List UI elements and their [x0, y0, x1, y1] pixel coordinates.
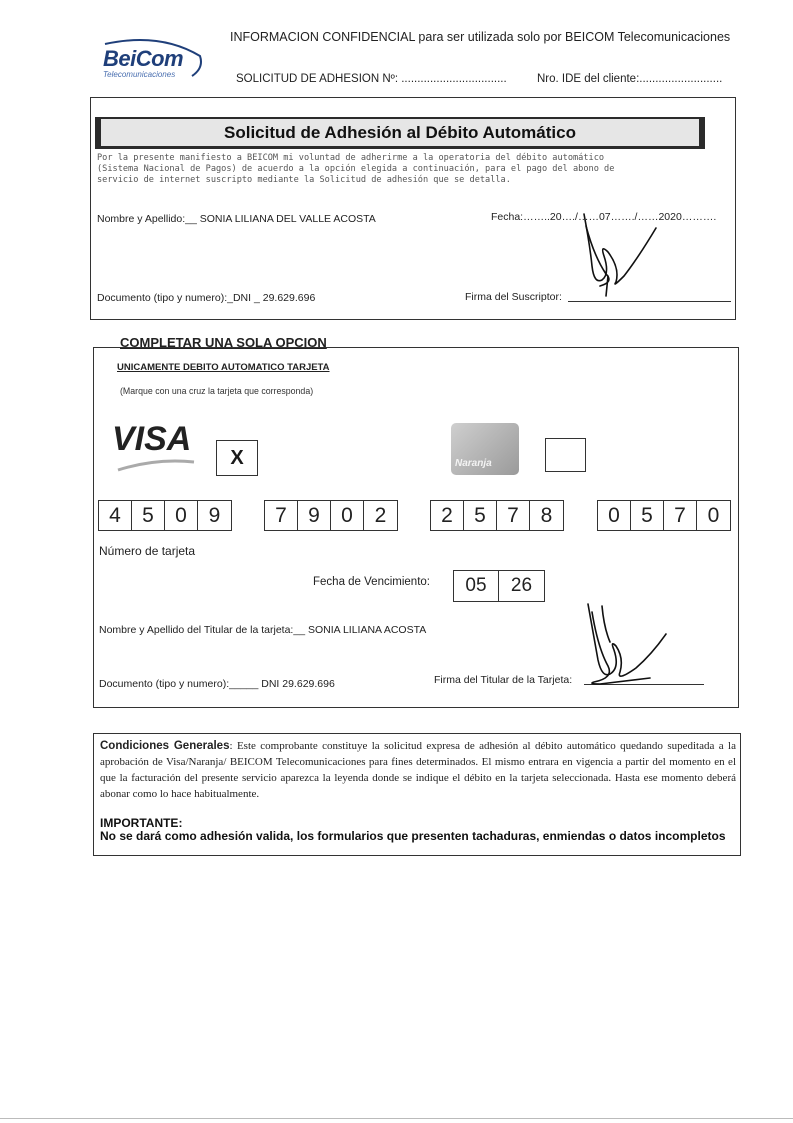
general-conditions	[100, 738, 736, 802]
card-digit: 5	[132, 501, 165, 530]
card-digit: 5	[631, 501, 664, 530]
card-instruction: (Marque con una cruz la tarjeta que corresponda)	[120, 386, 314, 396]
visa-swoosh-icon	[116, 456, 196, 472]
card-digit: 0	[707, 504, 720, 527]
naranja-checkbox[interactable]	[545, 438, 586, 472]
subscriber-document-field: Documento (tipo y numero):_DNI _ 29.629.696	[97, 292, 316, 304]
cardholder-signature-label: Firma del Titular de la Tarjeta:	[434, 674, 573, 686]
card-number-group-1	[98, 500, 232, 531]
expiry-label: Fecha de Vencimiento:	[313, 576, 430, 588]
subscriber-signature-line	[568, 301, 731, 302]
card-digit: 2	[431, 501, 464, 530]
important-text: No se dará como adhesión valida, los formularios que presenten tachaduras, enmiendas o datos incompletos	[100, 829, 726, 843]
card-digit: 0	[598, 501, 631, 530]
card-digit: 7	[664, 501, 697, 530]
card-digit: 8	[540, 504, 553, 527]
card-debit-subheading: UNICAMENTE DEBITO AUTOMATICO TARJETA	[117, 362, 330, 373]
conditions-heading: Condiciones Generales	[100, 740, 230, 752]
date-field: Fecha:……..20…./……07……./……2020……….	[491, 211, 717, 223]
subscriber-signature	[572, 206, 662, 301]
naranja-logo-text: Naranja	[455, 458, 492, 469]
card-digit: 7	[497, 501, 530, 530]
subscriber-signature-label: Firma del Suscriptor:	[465, 291, 562, 303]
visa-checkbox[interactable]: X	[216, 440, 258, 476]
subscriber-name-field: Nombre y Apellido:__ SONIA LILIANA DEL VALLE ACOSTA	[97, 213, 376, 225]
card-digit: 4	[99, 501, 132, 530]
option-heading: COMPLETAR UNA SOLA OPCION	[120, 335, 327, 350]
cardholder-signature	[580, 598, 675, 690]
card-digit: 0	[331, 501, 364, 530]
card-digit: 9	[298, 501, 331, 530]
cardholder-document-field: Documento (tipo y numero):_____ DNI 29.629.696	[99, 678, 335, 690]
page-edge	[0, 1118, 793, 1119]
card-number-label: Número de tarjeta	[99, 544, 196, 558]
company-logo-subtitle: Telecomunicaciones	[103, 70, 176, 79]
card-number-group-3	[430, 500, 564, 531]
expiry-year: 26	[510, 575, 533, 596]
form-title: Solicitud de Adhesión al Débito Automático	[101, 119, 699, 146]
card-digit: 0	[165, 501, 198, 530]
intro-paragraph: Por la presente manifiesto a BEICOM mi voluntad de adherirme a la operatoria del débito automático (Sistema Nacional de Pagos) de acuerdo a la opción elegida a continuación, para el pago del abono de servicio de internet suscripto mediante la Solicitud de adhesión que se detalla.	[97, 153, 615, 185]
important-label: IMPORTANTE:	[100, 816, 183, 830]
company-logo: BeiCom	[103, 46, 184, 71]
request-number-field: SOLICITUD DE ADHESION Nº: .................................	[236, 73, 507, 85]
visa-logo: VISA	[112, 420, 192, 458]
card-digit: 5	[464, 501, 497, 530]
card-digit: 7	[265, 501, 298, 530]
confidential-notice: INFORMACION CONFIDENCIAL para ser utilizada solo por BEICOM Telecomunicaciones	[230, 30, 731, 44]
card-number-group-4	[597, 500, 731, 531]
card-number-group-2	[264, 500, 398, 531]
card-digit: 9	[208, 504, 221, 527]
card-digit: 2	[374, 504, 387, 527]
expiry-date-field	[453, 570, 545, 602]
expiry-month: 05	[454, 571, 499, 601]
cardholder-name-field: Nombre y Apellido del Titular de la tarjeta:__ SONIA LILIANA ACOSTA	[99, 624, 427, 636]
conditions-text: : Este comprobante constituye la solicitud expresa de adhesión al débito automático quedando supeditada a la aprobación de Visa/Naranja/ BEICOM Telecomunicaciones para fines determinados. El mismo entrara en vigencia a partir del momento en el que la facturación del presente servicio aparezca la leyenda donde se indique el débito en la tarjeta seleccionada. Hasta ese momento deberá abonar como lo hace habitualmente.	[100, 740, 736, 800]
client-id-field: Nro. IDE del cliente:..........................	[537, 73, 723, 85]
